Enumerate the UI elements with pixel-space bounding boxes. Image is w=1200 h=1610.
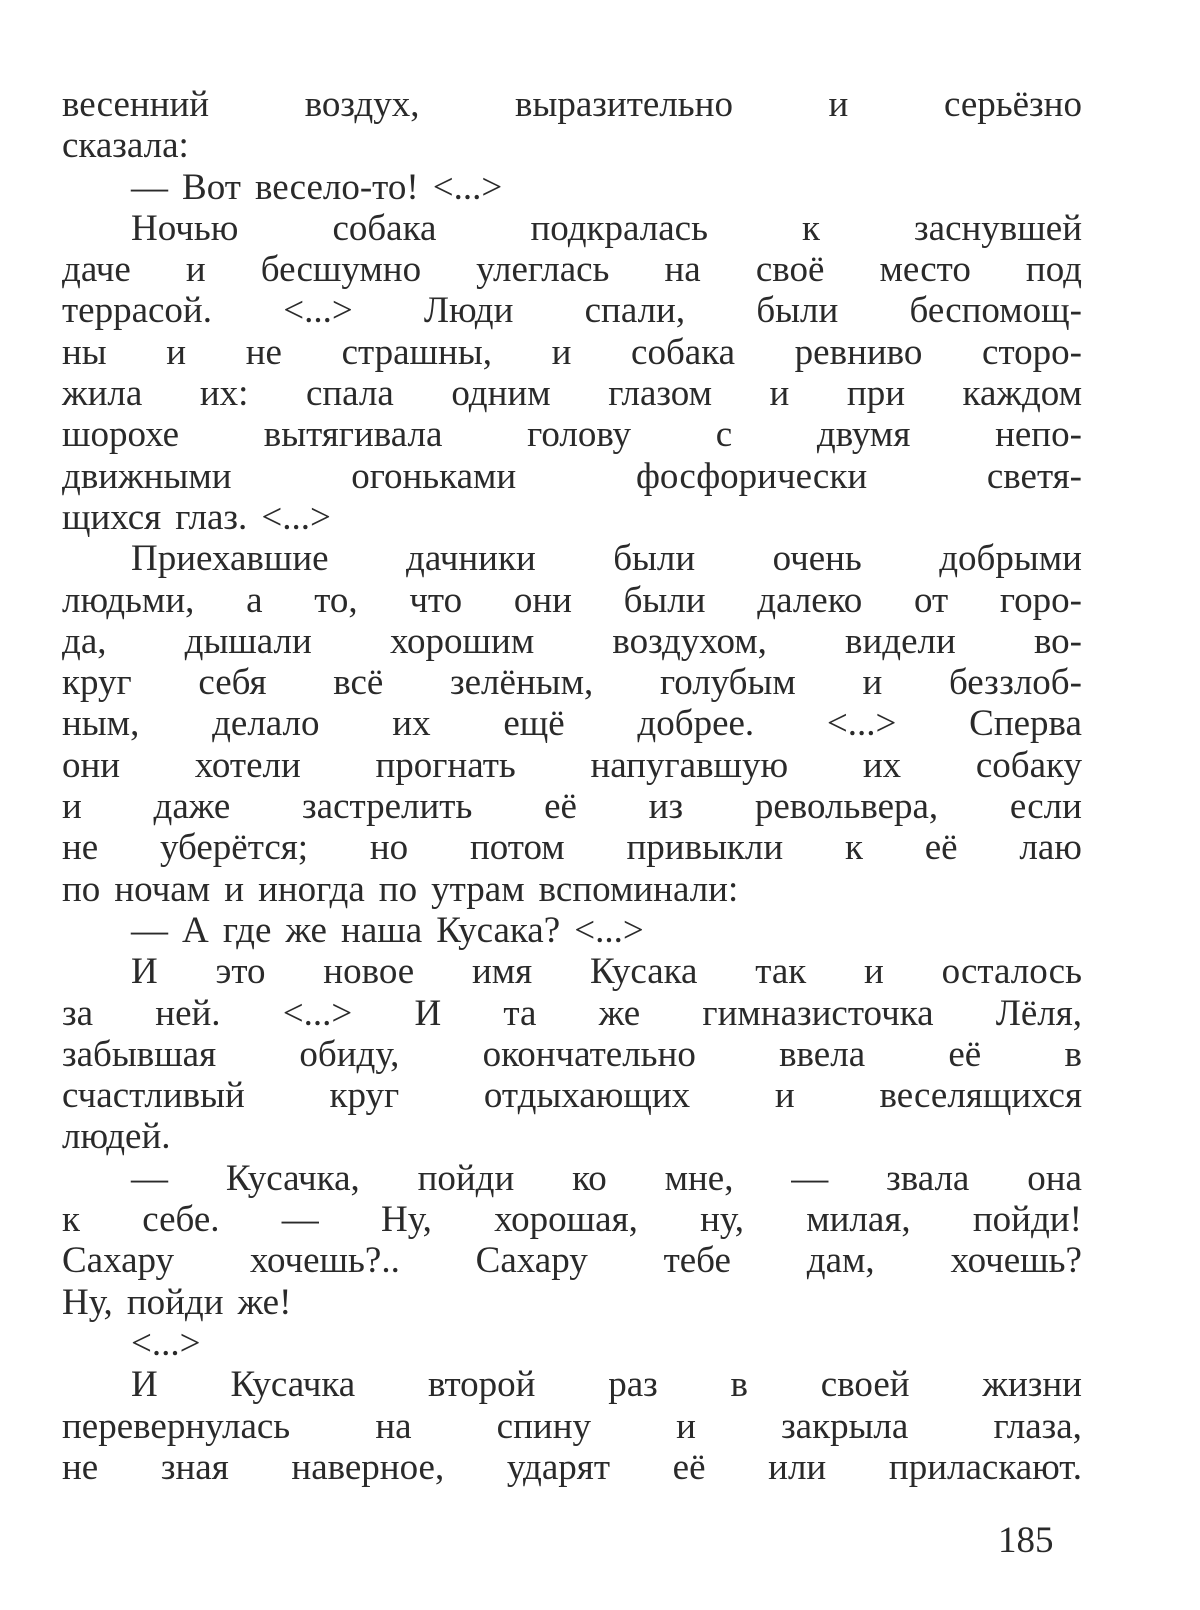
word: Сахару [62, 1240, 175, 1282]
text-line [62, 208, 1082, 249]
word: — [131, 909, 168, 951]
text-line [62, 414, 1082, 455]
word: к [802, 207, 820, 249]
word: собака [631, 331, 736, 373]
word: щихся [62, 496, 162, 538]
word: Кусака [589, 951, 698, 993]
word: <...> [131, 1322, 201, 1364]
word: на [664, 249, 701, 291]
word: ко [572, 1157, 607, 1199]
word: подкралась [530, 207, 708, 249]
word: и [864, 951, 884, 993]
word: осталось [941, 951, 1082, 993]
word: уберётся; [160, 827, 309, 869]
word: в [1064, 1033, 1082, 1075]
word: себе. [142, 1199, 220, 1241]
word: хочешь?.. [249, 1240, 400, 1282]
word: тебе [663, 1240, 731, 1282]
word: И [131, 951, 158, 993]
text-line [62, 621, 1082, 662]
word: воздухом, [612, 620, 767, 662]
word: так [755, 951, 807, 993]
word: за [62, 992, 94, 1034]
text-line [62, 1323, 1082, 1364]
word: отдыхающих [483, 1075, 691, 1117]
word: вспоминали: [538, 868, 739, 910]
word: зная [160, 1446, 229, 1488]
word: <...> [261, 496, 331, 538]
word: и [166, 331, 187, 373]
word: шорохе [62, 414, 180, 456]
word: Кусачка [230, 1364, 356, 1406]
text-line [62, 167, 1082, 208]
word: то, [314, 579, 358, 621]
word: <...> [432, 166, 503, 208]
word: ным, [62, 703, 140, 745]
word: и [676, 1405, 696, 1447]
word: и [774, 1075, 795, 1117]
word: сказала: [62, 125, 189, 167]
word: людьми, [62, 579, 195, 621]
word: голову [527, 414, 632, 456]
word: забывшая [62, 1033, 217, 1075]
word: серьёзно [943, 84, 1082, 125]
word: Ну, [381, 1199, 432, 1241]
word: приласкают. [888, 1446, 1082, 1488]
word: Вот [182, 166, 241, 208]
word: были [756, 290, 839, 332]
word: Приехавшие [131, 538, 329, 580]
word: Кусачка, [225, 1157, 360, 1199]
word: место [879, 249, 971, 291]
word: двумя [816, 414, 911, 456]
word: Лёля, [995, 992, 1082, 1034]
word: были [613, 538, 696, 580]
word: хорошим [389, 620, 535, 662]
word: И [131, 1364, 158, 1406]
word: дышали [184, 620, 312, 662]
word: круг [329, 1075, 400, 1117]
word: новое [323, 951, 415, 993]
word: очень [772, 538, 862, 580]
word: беззлоб- [948, 662, 1082, 704]
word: не [62, 827, 99, 869]
word: что [409, 579, 463, 621]
word: воздух, [304, 84, 420, 125]
word: её [948, 1033, 982, 1075]
word: при [846, 373, 905, 415]
text-line [62, 1158, 1082, 1199]
word: — [131, 1157, 168, 1199]
word: себя [198, 662, 267, 704]
word: бесшумно [260, 249, 422, 291]
word: добрыми [939, 538, 1082, 580]
word: заснувшей [914, 207, 1082, 249]
word: собака [332, 207, 437, 249]
word: были [623, 579, 706, 621]
word: к [62, 1199, 80, 1241]
word: — [281, 1199, 319, 1241]
word: имя [471, 951, 533, 993]
text-line [62, 786, 1082, 827]
word: звала [886, 1157, 970, 1199]
word: жила [62, 373, 143, 415]
word: они [513, 579, 572, 621]
word: где [222, 909, 272, 951]
word: наверное, [291, 1446, 445, 1488]
text-line [62, 1075, 1082, 1116]
word: Кусака? [436, 909, 561, 951]
word: вытягивала [263, 414, 443, 456]
word: пойди [126, 1281, 224, 1323]
word: мне, [664, 1157, 734, 1199]
word: ещё [503, 703, 565, 745]
word: круг [62, 662, 132, 704]
word: глаза, [993, 1405, 1082, 1447]
text-line [62, 1282, 1082, 1323]
word: это [215, 951, 266, 993]
word: ударят [506, 1446, 610, 1488]
word: милая, [806, 1199, 911, 1241]
text-line [62, 1447, 1082, 1488]
word: даже [153, 786, 231, 828]
word: хочешь? [950, 1240, 1082, 1282]
word: движными [62, 455, 232, 497]
word: дам, [806, 1240, 875, 1282]
text-line [62, 538, 1082, 579]
word: же [598, 992, 641, 1034]
word: ней. [155, 992, 221, 1034]
word: Люди [423, 290, 514, 332]
word: спину [496, 1405, 591, 1447]
word: весело-то! [254, 166, 419, 208]
body-text [62, 84, 1082, 1488]
word: <...> [826, 703, 897, 745]
word: веселящихся [879, 1075, 1082, 1117]
word: её [544, 786, 577, 828]
word: голубым [659, 662, 796, 704]
word: глаз. [175, 496, 248, 538]
word: наша [341, 909, 423, 951]
word: огоньками [351, 455, 517, 497]
word: не [245, 331, 282, 373]
word: своей [820, 1364, 910, 1406]
word: лаю [1019, 827, 1082, 869]
word: их [392, 703, 431, 745]
word: их: [199, 373, 249, 415]
word: ночам [114, 868, 211, 910]
word: террасой. [62, 290, 212, 332]
word: застрелить [302, 786, 473, 828]
word: весенний [62, 84, 210, 125]
text-line [62, 1364, 1082, 1405]
text-line [62, 910, 1082, 951]
text-line [62, 1240, 1082, 1281]
word: гимназисточка [702, 992, 934, 1034]
word: каждом [962, 373, 1082, 415]
word: по [62, 868, 101, 910]
word: ны [62, 331, 107, 373]
word: к [844, 827, 863, 869]
word: страшны, [341, 331, 492, 373]
word: обиду, [299, 1033, 400, 1075]
word: <...> [574, 909, 644, 951]
text-line [62, 580, 1082, 621]
word: она [1027, 1157, 1082, 1199]
text-line [62, 249, 1082, 290]
word: Сахару [475, 1240, 588, 1282]
word: они [62, 744, 121, 786]
word: А [182, 909, 209, 951]
word: собаку [975, 744, 1082, 786]
word: её [672, 1446, 706, 1488]
word: потом [469, 827, 565, 869]
word: и [185, 249, 206, 291]
word: же! [237, 1281, 292, 1323]
word: жизни [982, 1364, 1082, 1406]
text-line [62, 125, 1082, 166]
word: спала [305, 373, 394, 415]
word: видели [845, 620, 956, 662]
text-line [62, 1116, 1082, 1157]
word: по [378, 868, 418, 910]
word: не [62, 1446, 99, 1488]
word: сторо- [982, 331, 1082, 373]
word: да, [62, 620, 107, 662]
word: или [768, 1446, 827, 1488]
word: Ну, [62, 1281, 113, 1323]
word: и [551, 331, 572, 373]
word: всё [333, 662, 384, 704]
word: и [862, 662, 883, 704]
word: если [1009, 786, 1082, 828]
word: же [285, 909, 327, 951]
text-line [62, 1034, 1082, 1075]
word: <...> [283, 290, 353, 332]
word: а [246, 579, 263, 621]
word: прогнать [375, 744, 516, 786]
word: пойди [417, 1157, 515, 1199]
word: непо- [995, 414, 1082, 456]
text-line [62, 869, 1082, 910]
word: — [791, 1157, 829, 1199]
word: ввела [779, 1033, 866, 1075]
word: спали, [584, 290, 686, 332]
text-line [62, 84, 1082, 125]
word: пойди! [972, 1199, 1082, 1241]
word: под [1025, 249, 1082, 291]
word: хорошая, [494, 1199, 638, 1241]
word: — [131, 166, 168, 208]
text-line [62, 1199, 1082, 1240]
word: утрам [431, 868, 525, 910]
word: окончательно [482, 1033, 696, 1075]
text-line [62, 290, 1082, 331]
word: зелёным, [450, 662, 594, 704]
word: от [914, 579, 949, 621]
word: фосфорически [635, 455, 868, 497]
text-line [62, 993, 1082, 1034]
word: но [369, 827, 409, 869]
word: в [730, 1364, 749, 1406]
word: улеглась [476, 249, 610, 291]
word: её [924, 827, 958, 869]
word: второй [427, 1364, 536, 1406]
text-line [62, 332, 1082, 373]
word: ревниво [794, 331, 923, 373]
word: Сперва [969, 703, 1082, 745]
text-line [62, 745, 1082, 786]
word: счастливый [62, 1075, 245, 1117]
word: та [503, 992, 537, 1034]
word: светя- [986, 455, 1082, 497]
word: иногда [258, 868, 365, 910]
word: закрыла [781, 1405, 909, 1447]
word: хотели [194, 744, 301, 786]
word: перевернулась [62, 1405, 291, 1447]
text-line [62, 827, 1082, 868]
word: горо- [999, 579, 1082, 621]
text-line [62, 662, 1082, 703]
word: выразительно [515, 84, 733, 125]
word: их [862, 744, 902, 786]
text-line [62, 1406, 1082, 1447]
word: привыкли [626, 827, 784, 869]
word: ну, [700, 1199, 744, 1241]
word: делало [212, 703, 320, 745]
word: даче [62, 249, 131, 291]
text-line [62, 497, 1082, 538]
word: револьвера, [754, 786, 939, 828]
word: во- [1033, 620, 1082, 662]
word: глазом [608, 373, 712, 415]
page-number: 185 [998, 1520, 1054, 1561]
text-line [62, 373, 1082, 414]
text-line [62, 951, 1082, 992]
word: из [648, 786, 684, 828]
word: беспомощ- [909, 290, 1082, 332]
word: и [828, 84, 849, 125]
word: с [715, 414, 733, 456]
word: раз [608, 1364, 658, 1406]
word: далеко [757, 579, 863, 621]
word: и [62, 786, 82, 828]
word: напугавшую [590, 744, 789, 786]
word: людей. [62, 1116, 171, 1158]
word: и [224, 868, 245, 910]
word: И [414, 992, 442, 1034]
word: на [375, 1405, 412, 1447]
word: дачники [406, 538, 536, 580]
word: своё [755, 249, 825, 291]
word: <...> [282, 992, 353, 1034]
word: и [769, 373, 790, 415]
word: одним [451, 373, 551, 415]
text-line [62, 703, 1082, 744]
word: Ночью [131, 207, 239, 249]
text-line [62, 456, 1082, 497]
word: добрее. [637, 703, 755, 745]
